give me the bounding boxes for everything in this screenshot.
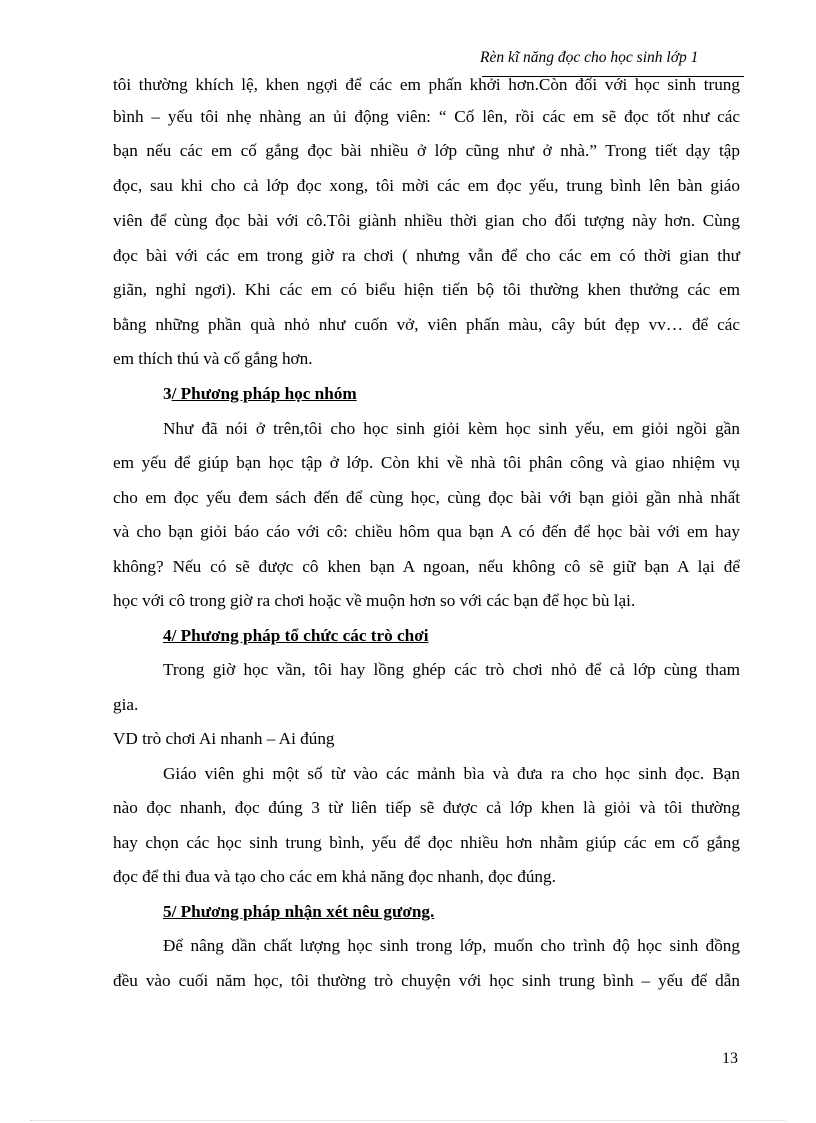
paragraph-line: VD trò chơi Ai nhanh – Ai đúng bbox=[113, 729, 335, 748]
section-5-title: 5/ Phương pháp nhận xét nêu gương. bbox=[163, 902, 435, 921]
paragraph-line: Giáo viên ghi một số từ vào các mảnh bìa và đưa ra cho học sinh đọc. Bạn bbox=[163, 764, 740, 783]
page-number: 13 bbox=[722, 1050, 738, 1067]
paragraph-line: hay chọn các học sinh trung bình, yếu để đọc nhiều hơn nhằm giúp các em cố gắng bbox=[113, 833, 740, 852]
paragraph-line: gia. bbox=[113, 695, 139, 714]
paragraph-line: Trong giờ học vần, tôi hay lồng ghép các trò chơi nhỏ để cả lớp cùng tham bbox=[163, 660, 740, 679]
running-header: Rèn kĩ năng đọc cho học sinh lớp 1 bbox=[480, 49, 699, 66]
section-3-heading bbox=[163, 383, 740, 405]
section-3-number: 3 bbox=[163, 384, 172, 403]
section-4-heading bbox=[163, 625, 740, 647]
paragraph-line: đọc, sau khi cho cả lớp đọc xong, tôi mời các em đọc yếu, trung bình lên bàn giáo bbox=[113, 176, 740, 195]
paragraph-line: nào đọc nhanh, đọc đúng 3 từ liên tiếp sẽ được cả lớp khen là giỏi và tôi thường bbox=[113, 798, 740, 817]
paragraph-line: bằng những phần quà nhỏ như cuốn vở, viên phấn màu, cây bút đẹp vv… để các bbox=[113, 315, 740, 334]
page-bottom-divider bbox=[30, 1120, 786, 1121]
paragraph-line: em thích thú và cố gắng hơn. bbox=[113, 349, 313, 368]
paragraph-line: Như đã nói ở trên,tôi cho học sinh giỏi kèm học sinh yếu, em giỏi ngồi gần bbox=[163, 419, 740, 438]
paragraph-line: cho em đọc yếu đem sách đến để cùng học, cùng đọc bài với bạn giỏi gần nhà nhất bbox=[113, 488, 740, 507]
paragraph-line: Để nâng dần chất lượng học sinh trong lớp, muốn cho trình độ học sinh đồng bbox=[163, 936, 740, 955]
paragraph-line: không? Nếu có sẽ được cô khen bạn A ngoan, nếu không cô sẽ giữ bạn A lại để bbox=[113, 557, 740, 576]
section-3-title: / Phương pháp học nhóm bbox=[171, 384, 357, 403]
paragraph-line: học với cô trong giờ ra chơi hoặc về muộn hơn so với các bạn để học bù lại. bbox=[113, 591, 636, 610]
section-4-title: 4/ Phương pháp tổ chức các trò chơi bbox=[163, 626, 429, 645]
paragraph-line: đọc để thi đua và tạo cho các em khả năng đọc nhanh, đọc đúng. bbox=[113, 867, 556, 886]
paragraph-line: viên để cùng đọc bài với cô.Tôi giành nhiều thời gian cho đối tượng này hơn. Cùng bbox=[113, 211, 740, 230]
section-5-heading bbox=[163, 901, 740, 923]
paragraph-line: đều vào cuối năm học, tôi thường trò chuyện với học sinh trung bình – yếu để dẫn bbox=[113, 971, 740, 990]
paragraph-line: bình – yếu tôi nhẹ nhàng an ủi động viên: “ Cố lên, rồi các em sẽ đọc tốt như các bbox=[113, 107, 740, 126]
paragraph-line: và cho bạn giỏi báo cáo với cô: chiều hôm qua bạn A có đến để học bài với em hay bbox=[113, 522, 740, 541]
paragraph-line: tôi thường khích lệ, khen ngợi để các em phấn khởi hơn.Còn đối với học sinh trung bbox=[113, 75, 740, 94]
paragraph-line: giãn, nghỉ ngơi). Khi các em có biểu hiện tiến bộ tôi thường khen thưởng các em bbox=[113, 280, 740, 299]
paragraph-line: đọc bài với các em trong giờ ra chơi ( nhưng vẫn để cho các em có thời gian thư bbox=[113, 246, 740, 265]
paragraph-line: bạn nếu các em cố gắng đọc bài nhiều ở lớp cũng như ở nhà.” Trong tiết dạy tập bbox=[113, 141, 740, 160]
paragraph-line: em yếu để giúp bạn học tập ở lớp. Còn khi về nhà tôi phân công và giao nhiệm vụ bbox=[113, 453, 740, 472]
